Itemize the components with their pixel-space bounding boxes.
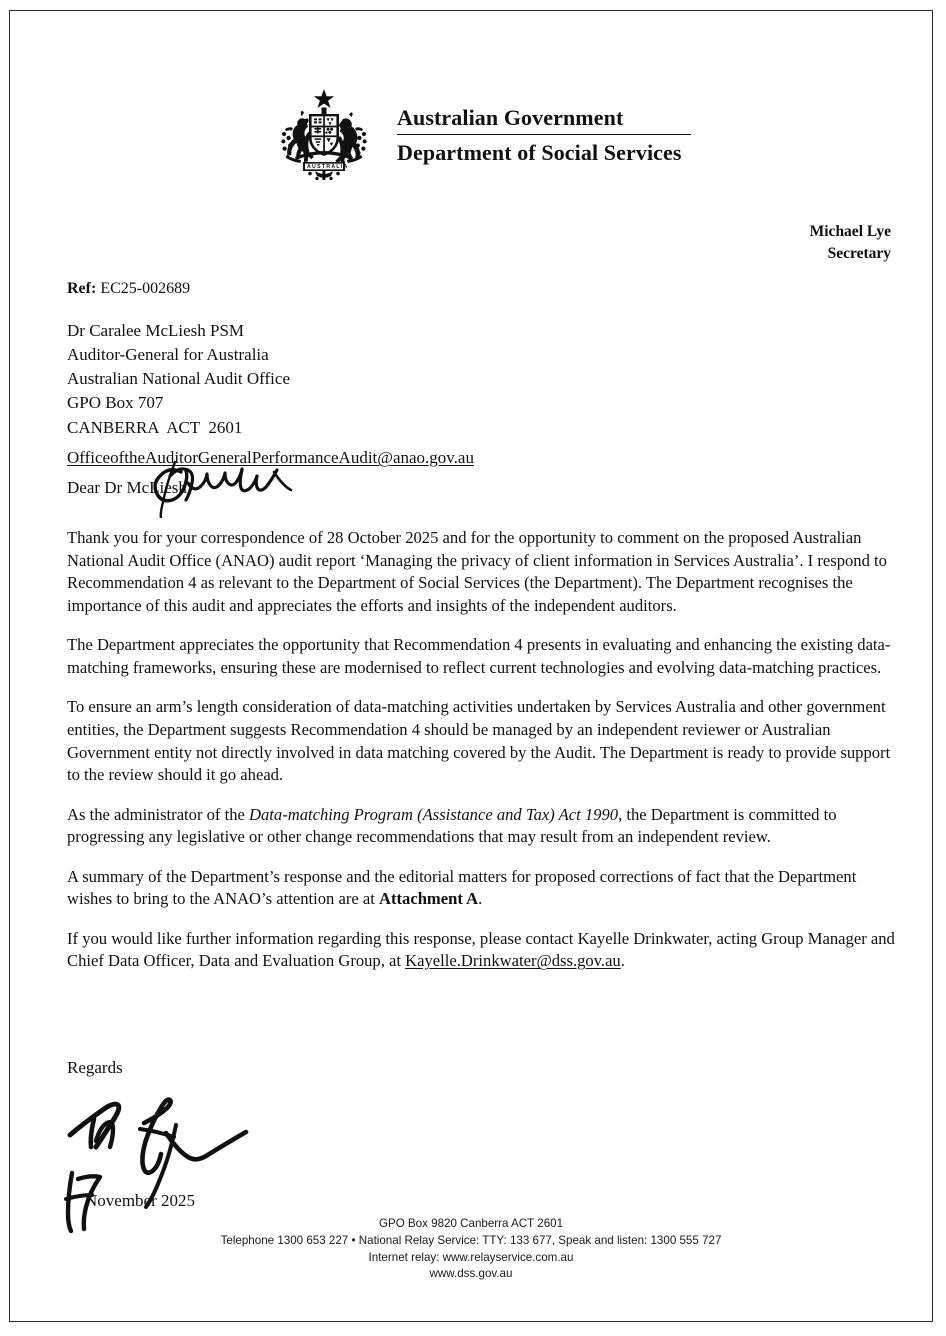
- paragraph-5-tail: .: [478, 889, 483, 909]
- body-paragraph-6: [67, 928, 895, 973]
- recipient-city-state-postcode: CANBERRA ACT 2601: [67, 417, 243, 437]
- letter-body: [67, 527, 895, 973]
- contact-email-link[interactable]: Kayelle.Drinkwater@dss.gov.au: [405, 951, 621, 971]
- footer-postal-address: GPO Box 9820 Canberra ACT 2601: [378, 1217, 564, 1230]
- department-title: Department of Social Services: [397, 140, 682, 166]
- closing-salutation: Regards: [67, 1058, 123, 1077]
- recipient-email-link[interactable]: OfficeoftheAuditorGeneralPerformanceAudit@anao.gov.au: [67, 448, 474, 467]
- paragraph-4-lead: As the administrator of the: [67, 804, 250, 824]
- australian-government-title: Australian Government: [397, 105, 624, 130]
- sender-title: Secretary: [827, 245, 891, 263]
- footer-telephone-relay: Telephone 1300 653 227 • National Relay Service: TTY: 133 677, Speak and listen: 1300 555 727: [220, 1233, 722, 1247]
- signature-date-text: November 2025: [85, 1191, 196, 1210]
- reference-line: [67, 280, 190, 298]
- footer-internet-relay: Internet relay: www.relayservice.com.au: [368, 1250, 574, 1264]
- salutation-block: [67, 478, 397, 518]
- signature-block: [58, 1089, 358, 1224]
- recipient-address: [67, 319, 290, 440]
- body-paragraph-4: [67, 804, 895, 849]
- body-paragraph-1: Thank you for your correspondence of 28 October 2025 and for the opportunity to comment on the proposed Australian National Audit Office (ANAO) audit report ‘Managing the privacy of client information in Services Australia’. I respond to Recommendation 4 as relevant to the Department of Social Services (the Department). The Department recognises the importance of this audit and appreciates the efforts and insights of the independent auditors.: [67, 528, 887, 615]
- body-paragraph-3: To ensure an arm’s length consideration of data-matching activities undertaken by Services Australia and other government entities, the Department suggests Recommendation 4 should be managed by an independent reviewer or Australian Government entity not directly involved in data matching covered by the Audit. The Department is ready to provide support to the review should it go ahead.: [67, 697, 891, 785]
- act-title: Data-matching Program (Assistance and Tax) Act 1990,: [249, 804, 623, 824]
- recipient-role: Auditor-General for Australia: [67, 345, 269, 365]
- reference-label: Ref:: [67, 280, 97, 297]
- body-paragraph-5: [67, 866, 895, 911]
- body-paragraph-2: The Department appreciates the opportunity that Recommendation 4 presents in evaluating and enhancing the existing data-matching frameworks, ensuring these are modernised to reflect current technologies and evolving data-matching practices.: [67, 635, 891, 677]
- sender-block: [810, 221, 891, 266]
- salutation-text: Dear Dr McLiesh: [67, 478, 187, 497]
- page-footer: [10, 1216, 932, 1283]
- letter-page: [9, 10, 933, 1322]
- paragraph-6-tail: .: [620, 951, 625, 971]
- footer-website: www.dss.gov.au: [429, 1267, 513, 1281]
- reference-value: EC25-002689: [100, 280, 191, 297]
- australian-coat-of-arms-icon: [265, 83, 383, 183]
- paragraph-5-lead: A summary of the Department’s response and the editorial matters for proposed corrections of fact that the Department wishes to bring to the ANAO’s attention are at: [67, 866, 857, 909]
- letterhead-divider: [397, 134, 691, 135]
- paragraph-6-lead: If you would like further information regarding this response, please contact Kayelle Drinkwater, acting Group Manager and Chief Data Officer, Data and Evaluation Group, at: [67, 928, 895, 971]
- svg-text:AUSTRALIA: AUSTRALIA: [307, 164, 349, 171]
- recipient-organisation: Australian National Audit Office: [67, 369, 290, 389]
- recipient-name: Dr Caralee McLiesh PSM: [67, 321, 245, 340]
- attachment-a-reference: Attachment A: [379, 889, 479, 909]
- recipient-po-box: GPO Box 707: [67, 393, 164, 413]
- letterhead: [265, 83, 691, 183]
- signature-date: [85, 1191, 195, 1211]
- paragraph-4-tail: the Department is committed to progressing any legislative or other change recommendations that may result from an independent review.: [67, 804, 837, 847]
- sender-name: Michael Lye: [809, 223, 891, 240]
